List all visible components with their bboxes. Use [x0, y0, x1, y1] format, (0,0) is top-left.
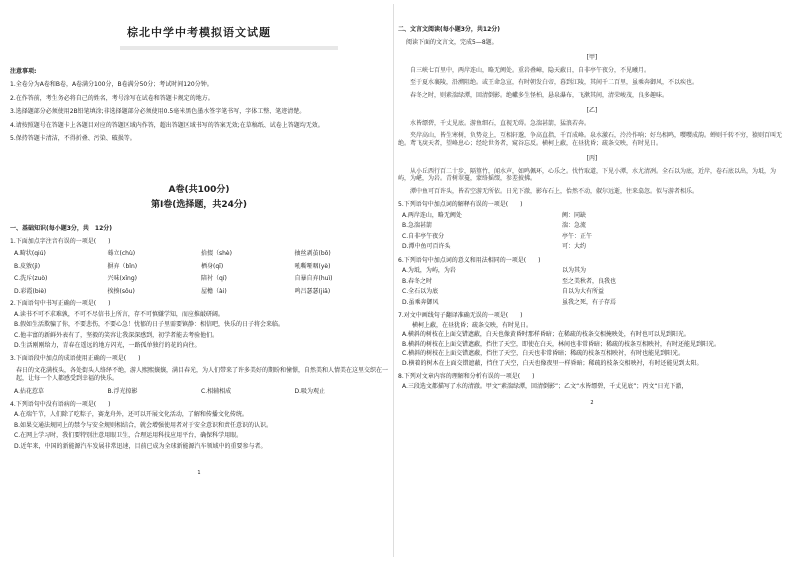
question-7 — [398, 312, 786, 367]
option-d: D.近年来，中国的新能源汽车发展非常迅速，目前已成为全球新能源汽车领域中的重要参与者。 — [14, 442, 267, 450]
note-item: 1.全卷分为A卷和B卷，A卷满分100分，B卷满分50分；考试时间120分钟。 — [10, 81, 213, 89]
passage-tag-b: [乙] — [586, 107, 598, 114]
option-row — [14, 288, 388, 296]
option-c-gloss: 亭午：正午 — [562, 232, 593, 240]
passage-a-paragraph: 春冬之时，则素湍绿潭，回清倒影。绝巘多生怪柏，悬泉瀑布，飞漱其间，清荣峻茂，良多趣味。 — [410, 91, 669, 99]
option-a-text: A.为坻，为屿，为岩 — [402, 267, 456, 274]
reading-intro: 阅读下面的文言文，完成5—8题。 — [406, 38, 498, 46]
question-stem: 7.对文中画线句子翻译准确无误的一项是( ) — [398, 312, 523, 319]
option-a: A.三段选文都描写了水的清澈。甲文“素湍绿潭，回清倒影”；乙文“水皆缥碧，千丈见底”；丙文“日光下澈， — [402, 382, 688, 390]
notes-list — [10, 81, 388, 143]
question-3 — [10, 355, 388, 396]
page-number: 1 — [197, 470, 201, 477]
option-c: C.他丰富的新鲜外表有了，坚毅的笑容让我深深感到，初学者能去考验他们。 — [14, 331, 219, 339]
option-row — [14, 263, 388, 271]
option-cell: 挨揍(sǒu) — [107, 287, 135, 295]
question-stem: 1.下面加点字注音有误的一项是( ) — [10, 237, 111, 245]
passage-b-paragraph: 水皆缥碧，千丈见底。游鱼细石，直视无碍。急湍甚箭，猛浪若奔。 — [410, 119, 591, 127]
question-6 — [398, 257, 786, 307]
option-cell: B.皮敫(jì) — [14, 262, 41, 270]
option-row — [14, 275, 388, 283]
note-item: 3.选择题部分必须使用2B铅笔填涂;非选择题部分必须使用0.5毫米黑色墨水签字笔书写，字体工整、笔迹清楚。 — [10, 108, 306, 116]
option-b: B.如果交通法规同上的禁令与安全规则相结合，就会增强使用者对于安全意识和责任意识的认识。 — [14, 421, 273, 429]
option-d-text: D.虽乘奔御风 — [402, 298, 439, 306]
option-b: B.横斜的树枝在上面交错遮蔽，挡住了天空，即使在白天，林间也非常昏暗；稀疏的枝条互相映衬，有时还能见到阳光。 — [402, 340, 721, 348]
question-stem: 6.下列语句中加点词的意义和用法相同的一项是( ) — [398, 256, 541, 264]
option-b: B.浮光掠影 — [107, 388, 138, 396]
option-d-compare: 虽我之死，有子存焉 — [562, 298, 617, 306]
option-c: C.在网上学习时，我们要特别注意用眼卫生，合理运用科技应用平台，确保科学用眼。 — [14, 432, 243, 440]
question-5 — [398, 201, 786, 251]
note-item: 4.请按照题号在答题卡上各题目对应的答题区域内作答，超出答题区域书写的答案无效;在草稿纸、试卷上答题均无效。 — [10, 121, 324, 129]
note-item: 5.保持答题卡清洁，不得折叠、污染、破损等。 — [10, 135, 136, 143]
option-c-text: C.自非亭午夜分 — [402, 232, 445, 240]
option-a-compare: 以为其为 — [562, 267, 587, 274]
option-cell: A.畸状(qiú) — [14, 250, 46, 258]
passage-c-paragraph: 潭中鱼可百许头，皆若空游无所依。日光下澈，影布石上，佁然不动，俶尔远逝，往来翕忽。似与游者相乐。 — [410, 187, 699, 195]
question-8 — [398, 373, 786, 390]
passage-tag-a: [甲] — [586, 54, 598, 61]
option-b: B.假如生活欺骗了你，不要悲伤，不要心急！忧郁的日子里需要镇静：相信吧，快乐的日子将会来临。 — [14, 321, 285, 329]
page-right — [398, 0, 786, 561]
option-cell: D.彩霞(biè) — [14, 287, 47, 295]
option-d-gloss: 可：大约 — [562, 243, 587, 250]
option-b-gloss: 湍：急流 — [562, 222, 587, 229]
option-cell: 兴味(xīng) — [107, 275, 138, 283]
passage-b-paragraph: 夹岸高山，皆生寒树，负势竞上，互相轩邈，争高直指，千百成峰。泉水激石，泠泠作响；好鸟相鸣，嘤嘤成韵。蝉则千转不穷，猿则百叫无绝。鸢飞戾天者，望峰息心；经纶世务者，窥谷忘反。横柯上蔽，在昼犹昏；疏条交映，有时见日。 — [398, 132, 783, 147]
option-row — [14, 388, 388, 396]
question-passage: 春日的文花满枝头，各处街头人络绎不绝，游人熙熙攘攘，满目春光，为人们带来了许多美好的期盼和憧憬，自然美和人情美在这里交织在一起，让每一个人都感受到幸福的快乐。 — [16, 367, 388, 382]
option-cell: 屋檐（ài) — [201, 287, 227, 295]
question-stem: 4.下列语句中没有语病的一项是( ) — [10, 400, 111, 408]
title-underline — [120, 46, 338, 50]
option-d: D.生活刚刚给力，青春在遥远的地方闪光，一路孤单独行的花的向往。 — [14, 342, 201, 350]
option-grid — [402, 267, 786, 306]
option-b-text: B.急湍甚箭 — [402, 222, 433, 229]
passage-tag-c: [丙] — [586, 155, 598, 162]
option-a-text: A.两岸连山，略无阙处 — [402, 211, 462, 219]
question-2 — [10, 300, 388, 350]
option-cell: 栖身(qī) — [201, 262, 224, 270]
option-row — [14, 250, 388, 258]
option-a: A.横斜的树枝在上面交错遮蔽，白天也像黄昏时那样昏暗；在稀疏的枝条交相掩映处，有时也可以见到阳光。 — [402, 331, 690, 338]
question-stem: 8.下列对文章内容的理解和分析有误的一项是( ) — [398, 373, 535, 380]
passage-a-paragraph: 自三峡七百里中，两岸连山，略无阙处。重岩叠嶂，隐天蔽日，自非亭午夜分，不见曦月。 — [410, 66, 651, 74]
option-cell: 抽丝剥茧(bō) — [294, 250, 331, 258]
option-b-compare: 至之美秋者，良我也 — [562, 277, 617, 285]
option-a-gloss: 阙：同缺 — [562, 211, 587, 219]
question-1 — [10, 238, 388, 296]
page-number: 2 — [590, 400, 594, 406]
note-item: 2.在作答前，考生务必将自己的姓名，考号涂写在试卷和答题卡规定的地方。 — [10, 94, 214, 102]
question-stem: 5.下列语句中加点词的解释有误的一项是( ) — [398, 201, 523, 208]
part-two-heading: 二、文言文阅读(每小题3分，共12分) — [398, 26, 501, 33]
option-cell: C.洗斥(zuò) — [14, 275, 48, 283]
option-cell: 拾掇（shè) — [201, 250, 232, 258]
option-a: A.在端午节，人们除了吃粽子，赛龙舟外，还可以开展文化活动，了解和传播文化传统。 — [14, 411, 248, 419]
option-c-text: C.全石以为底 — [402, 288, 439, 295]
option-a: A.拈花惹草 — [14, 388, 44, 396]
option-d: D.横着的树木在上面交错遮蔽，挡住了天空，白天也像夜里一样昏暗；稀疏的枝条交相映衬，有时还能见到太阳。 — [402, 359, 703, 367]
option-cell: 蓦立(chù) — [107, 250, 136, 258]
page-left — [10, 0, 388, 561]
passage-c-paragraph: 从小丘西行百二十步，隔篁竹，闻水声，如鸣佩环，心乐之。伐竹取道，下见小潭，水尤清冽。全石以为底，近岸，卷石底以出，为坻，为屿，为嵁，为岩。青树翠蔓，蒙络摇缀，参差披拂。 — [398, 167, 777, 182]
passage-a-paragraph: 至于夏水襄陵，沿溯阻绝。或王命急宣，有时朝发白帝，暮到江陵，其间千二百里，虽乘奔御风，不以疾也。 — [410, 79, 699, 86]
part-one-heading: 一、基础知识(每小题3分，共 12分) — [10, 225, 113, 233]
question-stem: 3.下面语段中加点的成语使用正确的一项是( ) — [10, 354, 141, 362]
quoted-sentence: 横柯上蔽，在昼犹昏；疏条交映，有时见日。 — [412, 321, 533, 329]
notes-heading: 注意事项: — [10, 67, 37, 75]
option-d-text: D.潭中鱼可百许头 — [402, 243, 451, 250]
question-stem: 2.下面语句中书写正确的一项是( ) — [10, 300, 111, 308]
option-cell: 摒弃（bǐn) — [107, 262, 138, 270]
option-cell: 吼嘶哑咽(yè) — [294, 262, 331, 270]
option-b-text: B.春冬之时 — [402, 277, 433, 285]
option-cell: 陪衬（qí) — [201, 275, 227, 283]
option-c-compare: 自以为大有所益 — [562, 288, 605, 295]
option-a: A.读书不可不求难孰，不可不尽信书上所言，存不可慎嫌学知，而应推敲研阔。 — [14, 310, 224, 318]
section-a-heading: A卷(共100分) — [168, 184, 230, 195]
option-cell: 鸣吕瑟瑟(jiā) — [294, 287, 331, 295]
option-c: C.横斜的树枝在上面交错遮蔽，挡住了天空，白天也非常昏暗；稀疏的枝条互相映衬，有时也能见到阳光。 — [402, 350, 685, 357]
question-4 — [10, 401, 388, 451]
option-cell: 自暴自弃(huì) — [294, 275, 333, 283]
option-c: C.相辅相成 — [201, 388, 232, 396]
exam-title: 棕北中学中考模拟语文试题 — [127, 26, 271, 39]
option-d: D.吸为观止 — [294, 388, 326, 396]
section-a-subheading: 第Ⅰ卷(选择题，共24分) — [150, 200, 248, 210]
page-divider — [393, 4, 394, 557]
option-grid — [402, 212, 786, 251]
